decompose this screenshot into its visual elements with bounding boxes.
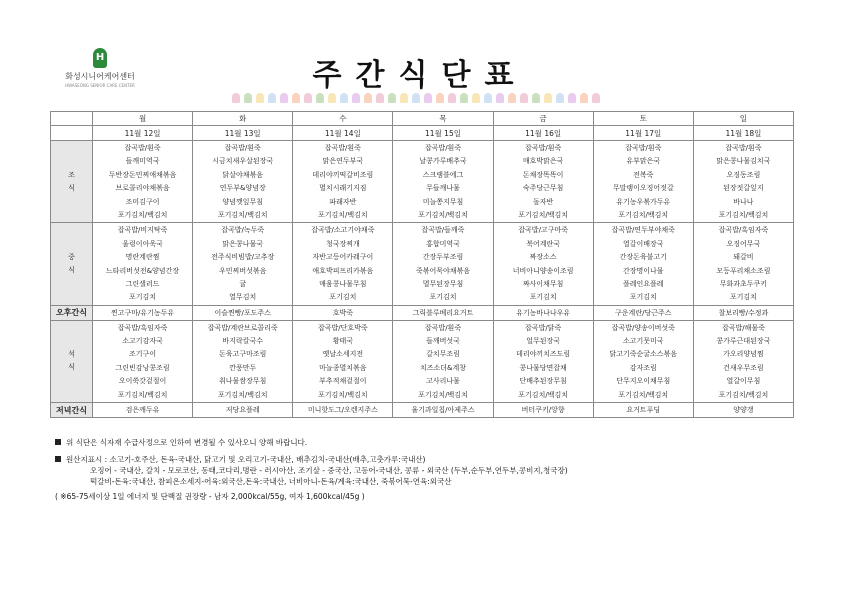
dish-item: 잡곡밥/연두부야채죽 — [611, 226, 675, 235]
dish-item: 무들깨나물 — [426, 184, 460, 193]
menu-cell — [293, 223, 393, 305]
logo-name: 화성시니어케어센터 — [65, 72, 135, 81]
flower-icon — [472, 93, 480, 103]
dish-item: 잡곡밥/닭죽 — [525, 323, 562, 332]
dish-item: 소고기뭇미국 — [622, 337, 664, 346]
dish-item: 자반고등어카레구이 — [312, 253, 374, 262]
day-header: 금 — [493, 112, 593, 126]
dish-item: 맑은콩나물국 — [222, 239, 263, 248]
dish-item: 시금치새우살된장국 — [212, 157, 274, 166]
dish-item: 잡곡밥/계란브로콜리죽 — [207, 323, 278, 332]
dish-item: 잡곡밥/흰죽 — [525, 144, 562, 152]
dish-item: 취나물쌈장무침 — [219, 377, 267, 386]
dish-item: 잡곡밥/흰죽 — [224, 144, 261, 152]
flower-icon — [244, 93, 252, 103]
dish-item: 포기김치/백김치 — [117, 210, 168, 219]
dish-item: 포기김치/백김치 — [117, 390, 168, 399]
dish-item: 미늘쫑지무침 — [422, 197, 464, 206]
day-header: 화 — [193, 112, 293, 126]
dish-item: 돈육고구마조림 — [219, 350, 267, 359]
dish-item: 잡곡밥/비지탁죽 — [117, 226, 168, 235]
flower-icon — [412, 93, 420, 103]
dish-item: 포기김치/백김치 — [318, 210, 368, 219]
dish-item: 포기김치 — [729, 293, 757, 302]
dish-item: 포기김치 — [329, 293, 357, 302]
dish-item: 바지락칼국수 — [222, 337, 263, 346]
dish-item: 파래자반 — [329, 197, 357, 206]
flower-icon — [280, 93, 288, 103]
breakfast-row — [51, 141, 794, 223]
dish-item: 숙주당근무침 — [522, 184, 564, 193]
dish-item: 짜사이채무침 — [522, 279, 564, 288]
menu-cell — [93, 320, 193, 402]
menu-cell — [693, 223, 793, 305]
origin-line-3: 떡갈비-돈육:국내산, 참피온소세지-어육:외국산,돈육:국내산, 너비아니-돈육/계육:국내산, 죽볶어묵-연육:외국산 — [90, 477, 452, 486]
dish-item: 닭고기죽순굴소스볶음 — [609, 350, 678, 359]
dish-item: 플레인요플레 — [622, 279, 664, 288]
dish-item: 포기김치/백김치 — [518, 210, 568, 219]
origin-line-1 — [55, 454, 795, 465]
flower-border-decoration — [230, 88, 610, 106]
meal-label: 오후간식 — [51, 305, 93, 320]
dish-item: 짜장소스 — [529, 253, 557, 262]
menu-cell — [193, 320, 293, 402]
date-header: 11월 14일 — [293, 126, 393, 141]
dish-item: 잡곡밥/흰죽 — [625, 144, 662, 152]
dish-item: 잡곡밥/흰죽 — [124, 144, 161, 152]
menu-cell — [393, 320, 493, 402]
dish-item: 스크램블에그 — [422, 170, 464, 179]
day-header-row — [51, 112, 794, 126]
day-header: 월 — [93, 112, 193, 126]
snack-cell: 양양갱 — [693, 403, 793, 418]
day-header: 수 — [293, 112, 393, 126]
flower-icon — [316, 93, 324, 103]
dish-item: 북어계란국 — [526, 239, 561, 248]
flower-icon — [388, 93, 396, 103]
center-logo — [60, 48, 140, 88]
menu-cell — [493, 320, 593, 402]
dish-item: 명란계란찜 — [125, 253, 160, 262]
dish-item: 포기김치 — [129, 293, 157, 302]
flower-icon — [292, 93, 300, 103]
day-header: 일 — [693, 112, 793, 126]
dish-item: 들깨버섯국 — [426, 337, 460, 346]
snack-cell: 버터쿠키/앙향 — [493, 403, 593, 418]
menu-cell — [393, 223, 493, 305]
dish-item: 열갈이배장국 — [622, 239, 664, 248]
day-header: 목 — [393, 112, 493, 126]
dish-item: 잡곡밥/흰죽 — [424, 323, 462, 332]
dish-item: 건새우무조림 — [723, 363, 764, 372]
date-header: 11월 15일 — [393, 126, 493, 141]
flower-icon — [484, 93, 492, 103]
flower-icon — [268, 93, 276, 103]
dish-item: 포기김치/백김치 — [418, 390, 468, 399]
dish-item: 돼갈비 — [733, 253, 754, 262]
dish-item: 조미김구이 — [125, 197, 160, 206]
change-notice-text: 위 식단은 식자재 수급사정으로 인하여 변경될 수 있사오니 양해 바랍니다. — [66, 438, 308, 447]
snack-cell: 호박죽 — [293, 305, 393, 320]
dish-item: 조기구이 — [129, 350, 157, 359]
origin-line-2: 오징어 - 국내산, 갈치 - 모로코산, 동태,코다리,명란 - 러시아산, 조기살 - 중국산, 고등어-국내산, 콩류 - 외국산 (두부,순두부,연두부,콩비지,청국장) — [90, 466, 568, 475]
dish-item: 잡곡밥/들깨죽 — [421, 226, 465, 235]
dish-item: 전복죽 — [633, 170, 654, 179]
corner-cell — [51, 112, 93, 126]
flower-icon — [580, 93, 588, 103]
dish-item: 잡곡밥/단호박죽 — [318, 323, 368, 332]
dish-item: 소고기감자국 — [122, 337, 163, 346]
bullet-square-icon — [55, 439, 61, 445]
dish-item: 포기김치/백김치 — [518, 390, 568, 399]
flower-icon — [532, 93, 540, 103]
dish-item: 브로콜리야채볶음 — [115, 184, 170, 193]
dish-item: 멸무된장무침 — [422, 279, 464, 288]
dish-item: 들깨미역국 — [125, 157, 160, 166]
dish-item: 잡곡밥/흑임자죽 — [718, 226, 769, 235]
dish-item: 매호박맑은국 — [522, 157, 564, 166]
dish-item: 치즈소더&계창 — [419, 363, 466, 372]
flower-icon — [424, 93, 432, 103]
dish-item: 포기김치/백김치 — [718, 210, 769, 219]
flower-icon — [436, 93, 444, 103]
flower-icon — [496, 93, 504, 103]
dish-item: 부추적채겉절이 — [319, 377, 367, 386]
dish-item: 데리야끼떡갈비조림 — [312, 170, 374, 179]
menu-cell — [593, 141, 693, 223]
menu-cell — [493, 141, 593, 223]
dish-item: 깐풍만두 — [229, 363, 257, 372]
dish-item: 매움콩나물무침 — [319, 279, 367, 288]
flower-icon — [448, 93, 456, 103]
dinner-row — [51, 320, 794, 402]
dish-item: 포기김치/백김치 — [418, 210, 468, 219]
flower-icon — [304, 93, 312, 103]
dish-item: 돈채장똑똑이 — [522, 170, 564, 179]
dish-item: 무말랭이오징어젓갈 — [612, 184, 674, 193]
menu-cell — [593, 320, 693, 402]
dish-item: 포기김치 — [629, 293, 657, 302]
dish-item: 유부맑은국 — [626, 157, 661, 166]
dish-item: 얼무된장국 — [526, 337, 561, 346]
menu-cell — [193, 141, 293, 223]
dish-item: 청국장찌개 — [325, 239, 360, 248]
dish-item: 죽볶어묵야채볶음 — [415, 266, 471, 275]
menu-cell — [93, 141, 193, 223]
dish-item: 잡곡밥/흰죽 — [725, 144, 762, 152]
snack-cell: 저당요플레 — [193, 403, 293, 418]
menu-cell — [493, 223, 593, 305]
dish-item: 돌자반 — [532, 197, 554, 206]
dish-item: 울렁이아욱국 — [122, 239, 163, 248]
dish-item: 유기농우볶가두유 — [616, 197, 671, 206]
dish-item: 마늘종멸치볶음 — [319, 363, 367, 372]
flower-icon — [400, 93, 408, 103]
flower-icon — [520, 93, 528, 103]
date-header: 11월 18일 — [693, 126, 793, 141]
dish-item: 연두부&양념장 — [219, 184, 266, 193]
dish-item: 콩나물당면잡채 — [519, 363, 567, 372]
snack-cell: 미니핫도그/오렌지주스 — [293, 403, 393, 418]
evening-snack-row — [51, 403, 794, 418]
menu-cell — [193, 223, 293, 305]
dish-item: 열갈이무침 — [726, 377, 761, 386]
dish-item: 귤 — [239, 279, 247, 288]
flower-icon — [556, 93, 564, 103]
flower-icon — [352, 93, 360, 103]
dish-item: 홍합미역국 — [426, 239, 460, 248]
date-header: 11월 13일 — [193, 126, 293, 141]
flower-icon — [340, 93, 348, 103]
dish-item: 잡곡밥/흰죽 — [424, 144, 462, 152]
flower-icon — [592, 93, 600, 103]
dish-item: 너비아니양송이조림 — [512, 266, 574, 275]
flower-icon — [544, 93, 552, 103]
dish-item: 간장명이나물 — [622, 266, 664, 275]
dish-item: 포기김치/백김치 — [217, 210, 268, 219]
snack-cell: 그릭블루베리요거트 — [393, 305, 493, 320]
dish-item: 모등푸리채소조림 — [716, 266, 771, 275]
dish-item: 날콩가루배추국 — [419, 157, 467, 166]
dish-item: 포기김치/백김치 — [718, 390, 769, 399]
dish-item: 양념깻잎무침 — [222, 197, 263, 206]
dish-item: 황태국 — [332, 337, 353, 346]
dish-item: 가오리양념찜 — [723, 350, 764, 359]
dish-item: 포기김치 — [429, 293, 457, 302]
dish-item: 잡곡밥/양송이버섯죽 — [611, 323, 675, 332]
flower-icon — [256, 93, 264, 103]
dish-item: 간장두부조림 — [422, 253, 464, 262]
dish-item: 단배추된장무침 — [519, 377, 567, 386]
menu-cell — [693, 141, 793, 223]
flower-icon — [460, 93, 468, 103]
dish-item: 잡곡밥/고구마죽 — [518, 226, 568, 235]
dish-item: 그린빈감낭콩조림 — [115, 363, 170, 372]
snack-cell: 유기농바나나우유 — [493, 305, 593, 320]
dish-item: 무화과초두쿠키 — [719, 279, 768, 288]
snack-cell: 구운계란/당근주스 — [593, 305, 693, 320]
dish-item: 된장젓갈잎지 — [723, 184, 764, 193]
dish-item: 잡곡밥/해물죽 — [721, 323, 765, 332]
dish-item: 오징어무국 — [726, 239, 761, 248]
energy-recommendation: ( ※65-75세이상 1일 에너지 및 단백질 권장량 - 남자 2,000kcal/55g, 여자 1,600kcal/45g ) — [55, 492, 365, 501]
dish-item: 맑은연두부국 — [322, 157, 364, 166]
date-header: 11월 17일 — [593, 126, 693, 141]
page-title: 주간식단표 — [312, 58, 528, 93]
dish-item: 간장돈육불고기 — [619, 253, 667, 262]
date-header-row — [51, 126, 794, 141]
dish-item: 포기김치/백김치 — [618, 210, 669, 219]
menu-cell — [593, 223, 693, 305]
dish-item: 옛날소세지전 — [322, 350, 364, 359]
snack-cell: 요거트푸딩 — [593, 403, 693, 418]
dish-item: 멸치시래기지짐 — [319, 184, 367, 193]
logo-subtitle: HWASEONG SENIOR CARE CENTER — [65, 83, 135, 88]
bullet-square-icon — [55, 456, 61, 462]
dish-item: 잡곡밥/소고기야채죽 — [311, 226, 375, 235]
menu-cell — [293, 320, 393, 402]
dish-item: 맑은콩나물김치국 — [716, 157, 771, 166]
dish-item: 잡곡밥/흰죽 — [324, 144, 361, 152]
dish-item: 포기김치/백김치 — [318, 390, 368, 399]
snack-cell: 검은깨두유 — [93, 403, 193, 418]
date-header: 11월 12일 — [93, 126, 193, 141]
meal-label: 중 식 — [51, 223, 93, 305]
notes-section — [55, 437, 795, 502]
dish-item: 콩가루근대된장국 — [716, 337, 771, 346]
dish-item: 닭살야채볶음 — [222, 170, 263, 179]
dish-item: 단무지오이채무침 — [616, 377, 671, 386]
change-notice — [55, 437, 795, 448]
afternoon-snack-row — [51, 305, 794, 320]
dish-item: 잡곡밥/흑임자죽 — [117, 323, 168, 332]
dish-item: 느타리버섯전&양념간장 — [106, 266, 180, 275]
menu-cell — [93, 223, 193, 305]
weekly-menu-table — [50, 111, 794, 418]
flower-icon — [232, 93, 240, 103]
flower-icon — [508, 93, 516, 103]
menu-cell — [293, 141, 393, 223]
dish-item: 오이쑥갓겉절이 — [118, 377, 167, 386]
dish-item: 두반장돈민찌애채볶음 — [108, 170, 177, 179]
flower-icon — [568, 93, 576, 103]
dish-item: 잡곡밥/녹두죽 — [221, 226, 265, 235]
snack-cell: 이슬찐빵/포도주스 — [193, 305, 293, 320]
snack-cell: 찰보리빵/수정과 — [693, 305, 793, 320]
origin-text-1: 원산지표시 : 소고기-호주산, 돈육-국내산, 닭고기 및 오리고기-국내산, 배추김치-국내산(배추,고춧가루:국내산) — [66, 455, 426, 464]
dish-item: 전주식비빔밥/고추장 — [211, 253, 275, 262]
menu-cell — [393, 141, 493, 223]
lunch-row — [51, 223, 794, 305]
meal-label: 조 식 — [51, 141, 93, 223]
dish-item: 그린샐러드 — [125, 279, 160, 288]
dish-item: 열무김치 — [229, 293, 257, 302]
dish-item: 바나나 — [733, 197, 754, 206]
snack-cell: 율기과일칩/아제주스 — [393, 403, 493, 418]
flower-icon — [376, 93, 384, 103]
dish-item: 포기김치 — [529, 293, 557, 302]
snack-cell: 찐고구마/유기농두유 — [93, 305, 193, 320]
dish-item: 애호박피프리카볶음 — [312, 266, 374, 275]
flower-icon — [328, 93, 336, 103]
corner-cell — [51, 126, 93, 141]
day-header: 토 — [593, 112, 693, 126]
dish-item: 고사리나물 — [426, 377, 460, 386]
dish-item: 포기김치/백김치 — [217, 390, 268, 399]
logo-icon: H — [93, 48, 107, 68]
dish-item: 갈치무조림 — [426, 350, 460, 359]
dish-item: 포기김치/백김치 — [618, 390, 669, 399]
dish-item: 우민찌버섯볶음 — [219, 266, 267, 275]
meal-label: 저녁간식 — [51, 403, 93, 418]
meal-label: 석 식 — [51, 320, 93, 402]
menu-cell — [693, 320, 793, 402]
dish-item: 감자조림 — [629, 363, 657, 372]
flower-icon — [364, 93, 372, 103]
date-header: 11월 16일 — [493, 126, 593, 141]
dish-item: 오징동조림 — [726, 170, 761, 179]
dish-item: 데리야끼치즈도림 — [516, 350, 571, 359]
